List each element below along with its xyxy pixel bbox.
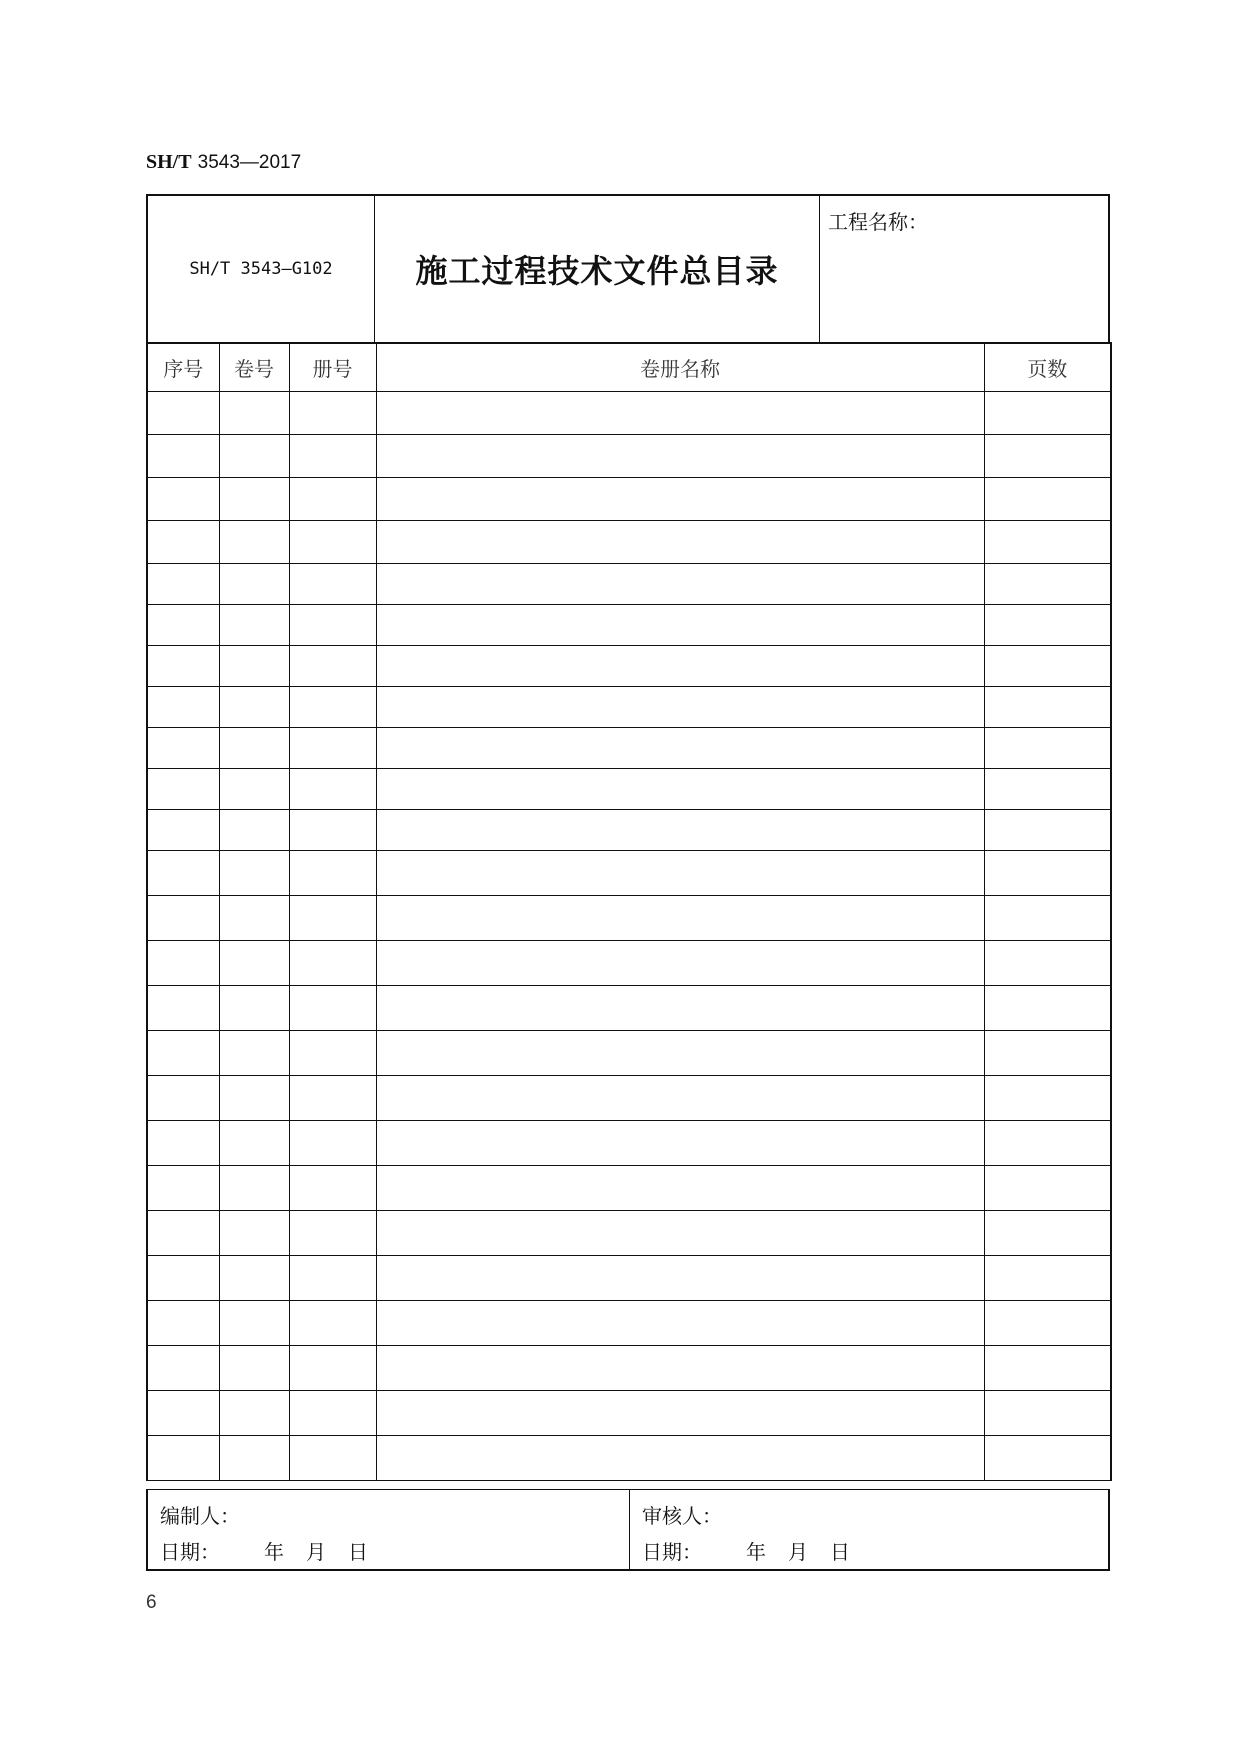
cell-book[interactable]	[289, 1210, 376, 1255]
date-year: 年	[264, 1540, 284, 1564]
compiler-date	[160, 1536, 368, 1565]
date-label: 日期：	[160, 1540, 220, 1564]
cell-title[interactable]	[376, 727, 984, 768]
table-row	[147, 1075, 1111, 1120]
table-row	[147, 1030, 1111, 1075]
table-row	[147, 686, 1111, 727]
cell-seq[interactable]	[147, 1345, 219, 1390]
cell-volume[interactable]	[219, 391, 289, 434]
cell-title[interactable]	[376, 1120, 984, 1165]
col-header-book: 册号	[289, 343, 376, 391]
cell-volume[interactable]	[219, 1255, 289, 1300]
cell-pages[interactable]	[984, 1390, 1111, 1435]
table-row	[147, 604, 1111, 645]
cell-volume[interactable]	[219, 895, 289, 940]
cell-book[interactable]	[289, 1165, 376, 1210]
cell-title[interactable]	[376, 1255, 984, 1300]
table-row	[147, 850, 1111, 895]
cell-book[interactable]	[289, 1075, 376, 1120]
table-row	[147, 1435, 1111, 1480]
cell-pages[interactable]	[984, 940, 1111, 985]
cell-volume[interactable]	[219, 645, 289, 686]
cell-pages[interactable]	[984, 768, 1111, 809]
cell-pages[interactable]	[984, 604, 1111, 645]
cell-seq[interactable]	[147, 1075, 219, 1120]
cell-seq[interactable]	[147, 768, 219, 809]
cell-title[interactable]	[376, 686, 984, 727]
cell-volume[interactable]	[219, 1030, 289, 1075]
reviewer-date	[642, 1536, 850, 1565]
cell-seq[interactable]	[147, 1255, 219, 1300]
table-row	[147, 1390, 1111, 1435]
table-row	[147, 985, 1111, 1030]
date-month: 月	[788, 1540, 808, 1564]
cell-volume[interactable]	[219, 477, 289, 520]
cell-title[interactable]	[376, 850, 984, 895]
col-header-volume: 卷号	[219, 343, 289, 391]
col-header-seq: 序号	[147, 343, 219, 391]
date-day: 日	[830, 1540, 850, 1564]
cell-title[interactable]	[376, 477, 984, 520]
table-body	[147, 391, 1111, 1480]
catalog-table	[146, 342, 1112, 1481]
cell-title[interactable]	[376, 645, 984, 686]
table-row	[147, 477, 1111, 520]
cell-seq[interactable]	[147, 1030, 219, 1075]
cell-book[interactable]	[289, 645, 376, 686]
cell-pages[interactable]	[984, 686, 1111, 727]
cell-title[interactable]	[376, 1390, 984, 1435]
cell-pages[interactable]	[984, 1300, 1111, 1345]
cell-book[interactable]	[289, 895, 376, 940]
cell-seq[interactable]	[147, 1165, 219, 1210]
cell-pages[interactable]	[984, 1030, 1111, 1075]
cell-title[interactable]	[376, 1030, 984, 1075]
cell-title[interactable]	[376, 391, 984, 434]
cell-seq[interactable]	[147, 809, 219, 850]
col-header-title: 卷册名称	[376, 343, 984, 391]
form-code: SH/T 3543—G102	[148, 196, 375, 342]
cell-seq[interactable]	[147, 1390, 219, 1435]
cell-book[interactable]	[289, 940, 376, 985]
cell-volume[interactable]	[219, 809, 289, 850]
cell-volume[interactable]	[219, 1390, 289, 1435]
cell-pages[interactable]	[984, 850, 1111, 895]
cell-pages[interactable]	[984, 1255, 1111, 1300]
table-row	[147, 520, 1111, 563]
cell-title[interactable]	[376, 1345, 984, 1390]
cell-volume[interactable]	[219, 434, 289, 477]
cell-volume[interactable]	[219, 686, 289, 727]
reviewer-label: 审核人：	[642, 1504, 722, 1528]
cell-seq[interactable]	[147, 520, 219, 563]
cell-title[interactable]	[376, 1075, 984, 1120]
cell-pages[interactable]	[984, 520, 1111, 563]
standard-number: 3543—2017	[197, 152, 302, 173]
cell-book[interactable]	[289, 604, 376, 645]
form-title: 施工过程技术文件总目录	[375, 196, 820, 342]
date-day: 日	[348, 1540, 368, 1564]
cell-pages[interactable]	[984, 434, 1111, 477]
cell-book[interactable]	[289, 1030, 376, 1075]
cell-seq[interactable]	[147, 727, 219, 768]
cell-book[interactable]	[289, 850, 376, 895]
cell-volume[interactable]	[219, 1120, 289, 1165]
cell-title[interactable]	[376, 1300, 984, 1345]
standard-prefix: SH/T	[146, 151, 192, 173]
date-year: 年	[746, 1540, 766, 1564]
cell-pages[interactable]	[984, 1165, 1111, 1210]
cell-volume[interactable]	[219, 1300, 289, 1345]
table-row	[147, 1255, 1111, 1300]
cell-book[interactable]	[289, 1435, 376, 1480]
cell-seq[interactable]	[147, 895, 219, 940]
cell-book[interactable]	[289, 563, 376, 604]
cell-pages[interactable]	[984, 1345, 1111, 1390]
cell-book[interactable]	[289, 391, 376, 434]
cell-title[interactable]	[376, 985, 984, 1030]
cell-pages[interactable]	[984, 1075, 1111, 1120]
col-header-pages: 页数	[984, 343, 1111, 391]
cell-book[interactable]	[289, 1345, 376, 1390]
cell-book[interactable]	[289, 1390, 376, 1435]
table-row	[147, 1345, 1111, 1390]
table-row	[147, 1300, 1111, 1345]
cell-title[interactable]	[376, 940, 984, 985]
cell-pages[interactable]	[984, 1210, 1111, 1255]
cell-seq[interactable]	[147, 645, 219, 686]
table-row	[147, 727, 1111, 768]
cell-pages[interactable]	[984, 645, 1111, 686]
cell-seq[interactable]	[147, 1300, 219, 1345]
cell-volume[interactable]	[219, 1435, 289, 1480]
cell-volume[interactable]	[219, 604, 289, 645]
standard-code-header	[146, 150, 301, 175]
cell-book[interactable]	[289, 985, 376, 1030]
table-row	[147, 940, 1111, 985]
cell-volume[interactable]	[219, 940, 289, 985]
cell-volume[interactable]	[219, 520, 289, 563]
table-row	[147, 768, 1111, 809]
cell-seq[interactable]	[147, 1210, 219, 1255]
table-row	[147, 1120, 1111, 1165]
cell-volume[interactable]	[219, 1345, 289, 1390]
cell-book[interactable]	[289, 768, 376, 809]
cell-title[interactable]	[376, 809, 984, 850]
cell-title[interactable]	[376, 1435, 984, 1480]
cell-seq[interactable]	[147, 563, 219, 604]
cell-seq[interactable]	[147, 391, 219, 434]
cell-pages[interactable]	[984, 391, 1111, 434]
cell-seq[interactable]	[147, 850, 219, 895]
cell-pages[interactable]	[984, 477, 1111, 520]
reviewer-section	[630, 1490, 1108, 1570]
cell-book[interactable]	[289, 477, 376, 520]
cell-pages[interactable]	[984, 809, 1111, 850]
compiler-section	[148, 1490, 630, 1570]
cell-seq[interactable]	[147, 985, 219, 1030]
cell-volume[interactable]	[219, 768, 289, 809]
cell-book[interactable]	[289, 1120, 376, 1165]
cell-pages[interactable]	[984, 563, 1111, 604]
cell-title[interactable]	[376, 434, 984, 477]
cell-title[interactable]	[376, 520, 984, 563]
cell-volume[interactable]	[219, 1210, 289, 1255]
compiler-label: 编制人：	[160, 1504, 240, 1528]
cell-book[interactable]	[289, 809, 376, 850]
cell-pages[interactable]	[984, 1120, 1111, 1165]
table-row	[147, 1165, 1111, 1210]
cell-pages[interactable]	[984, 895, 1111, 940]
cell-volume[interactable]	[219, 850, 289, 895]
cell-title[interactable]	[376, 1165, 984, 1210]
cell-volume[interactable]	[219, 727, 289, 768]
cell-book[interactable]	[289, 686, 376, 727]
cell-title[interactable]	[376, 1210, 984, 1255]
table-row	[147, 645, 1111, 686]
table-row	[147, 1210, 1111, 1255]
page-number: 6	[146, 1592, 157, 1613]
cell-book[interactable]	[289, 434, 376, 477]
table-header-row	[147, 343, 1111, 391]
table-row	[147, 809, 1111, 850]
form-title-block	[146, 194, 1110, 342]
cell-pages[interactable]	[984, 985, 1111, 1030]
cell-volume[interactable]	[219, 563, 289, 604]
cell-seq[interactable]	[147, 1120, 219, 1165]
cell-book[interactable]	[289, 520, 376, 563]
cell-pages[interactable]	[984, 1435, 1111, 1480]
cell-seq[interactable]	[147, 686, 219, 727]
table-row	[147, 895, 1111, 940]
date-label: 日期：	[642, 1540, 702, 1564]
cell-book[interactable]	[289, 1255, 376, 1300]
cell-seq[interactable]	[147, 1435, 219, 1480]
signature-block	[146, 1489, 1110, 1571]
cell-seq[interactable]	[147, 434, 219, 477]
cell-volume[interactable]	[219, 1075, 289, 1120]
cell-seq[interactable]	[147, 940, 219, 985]
cell-book[interactable]	[289, 727, 376, 768]
cell-title[interactable]	[376, 604, 984, 645]
cell-volume[interactable]	[219, 1165, 289, 1210]
cell-book[interactable]	[289, 1300, 376, 1345]
cell-title[interactable]	[376, 895, 984, 940]
cell-title[interactable]	[376, 563, 984, 604]
table-row	[147, 434, 1111, 477]
cell-pages[interactable]	[984, 727, 1111, 768]
cell-seq[interactable]	[147, 477, 219, 520]
cell-volume[interactable]	[219, 985, 289, 1030]
date-month: 月	[306, 1540, 326, 1564]
table-row	[147, 563, 1111, 604]
cell-seq[interactable]	[147, 604, 219, 645]
table-row	[147, 391, 1111, 434]
project-name-label: 工程名称：	[828, 210, 928, 234]
cell-title[interactable]	[376, 768, 984, 809]
